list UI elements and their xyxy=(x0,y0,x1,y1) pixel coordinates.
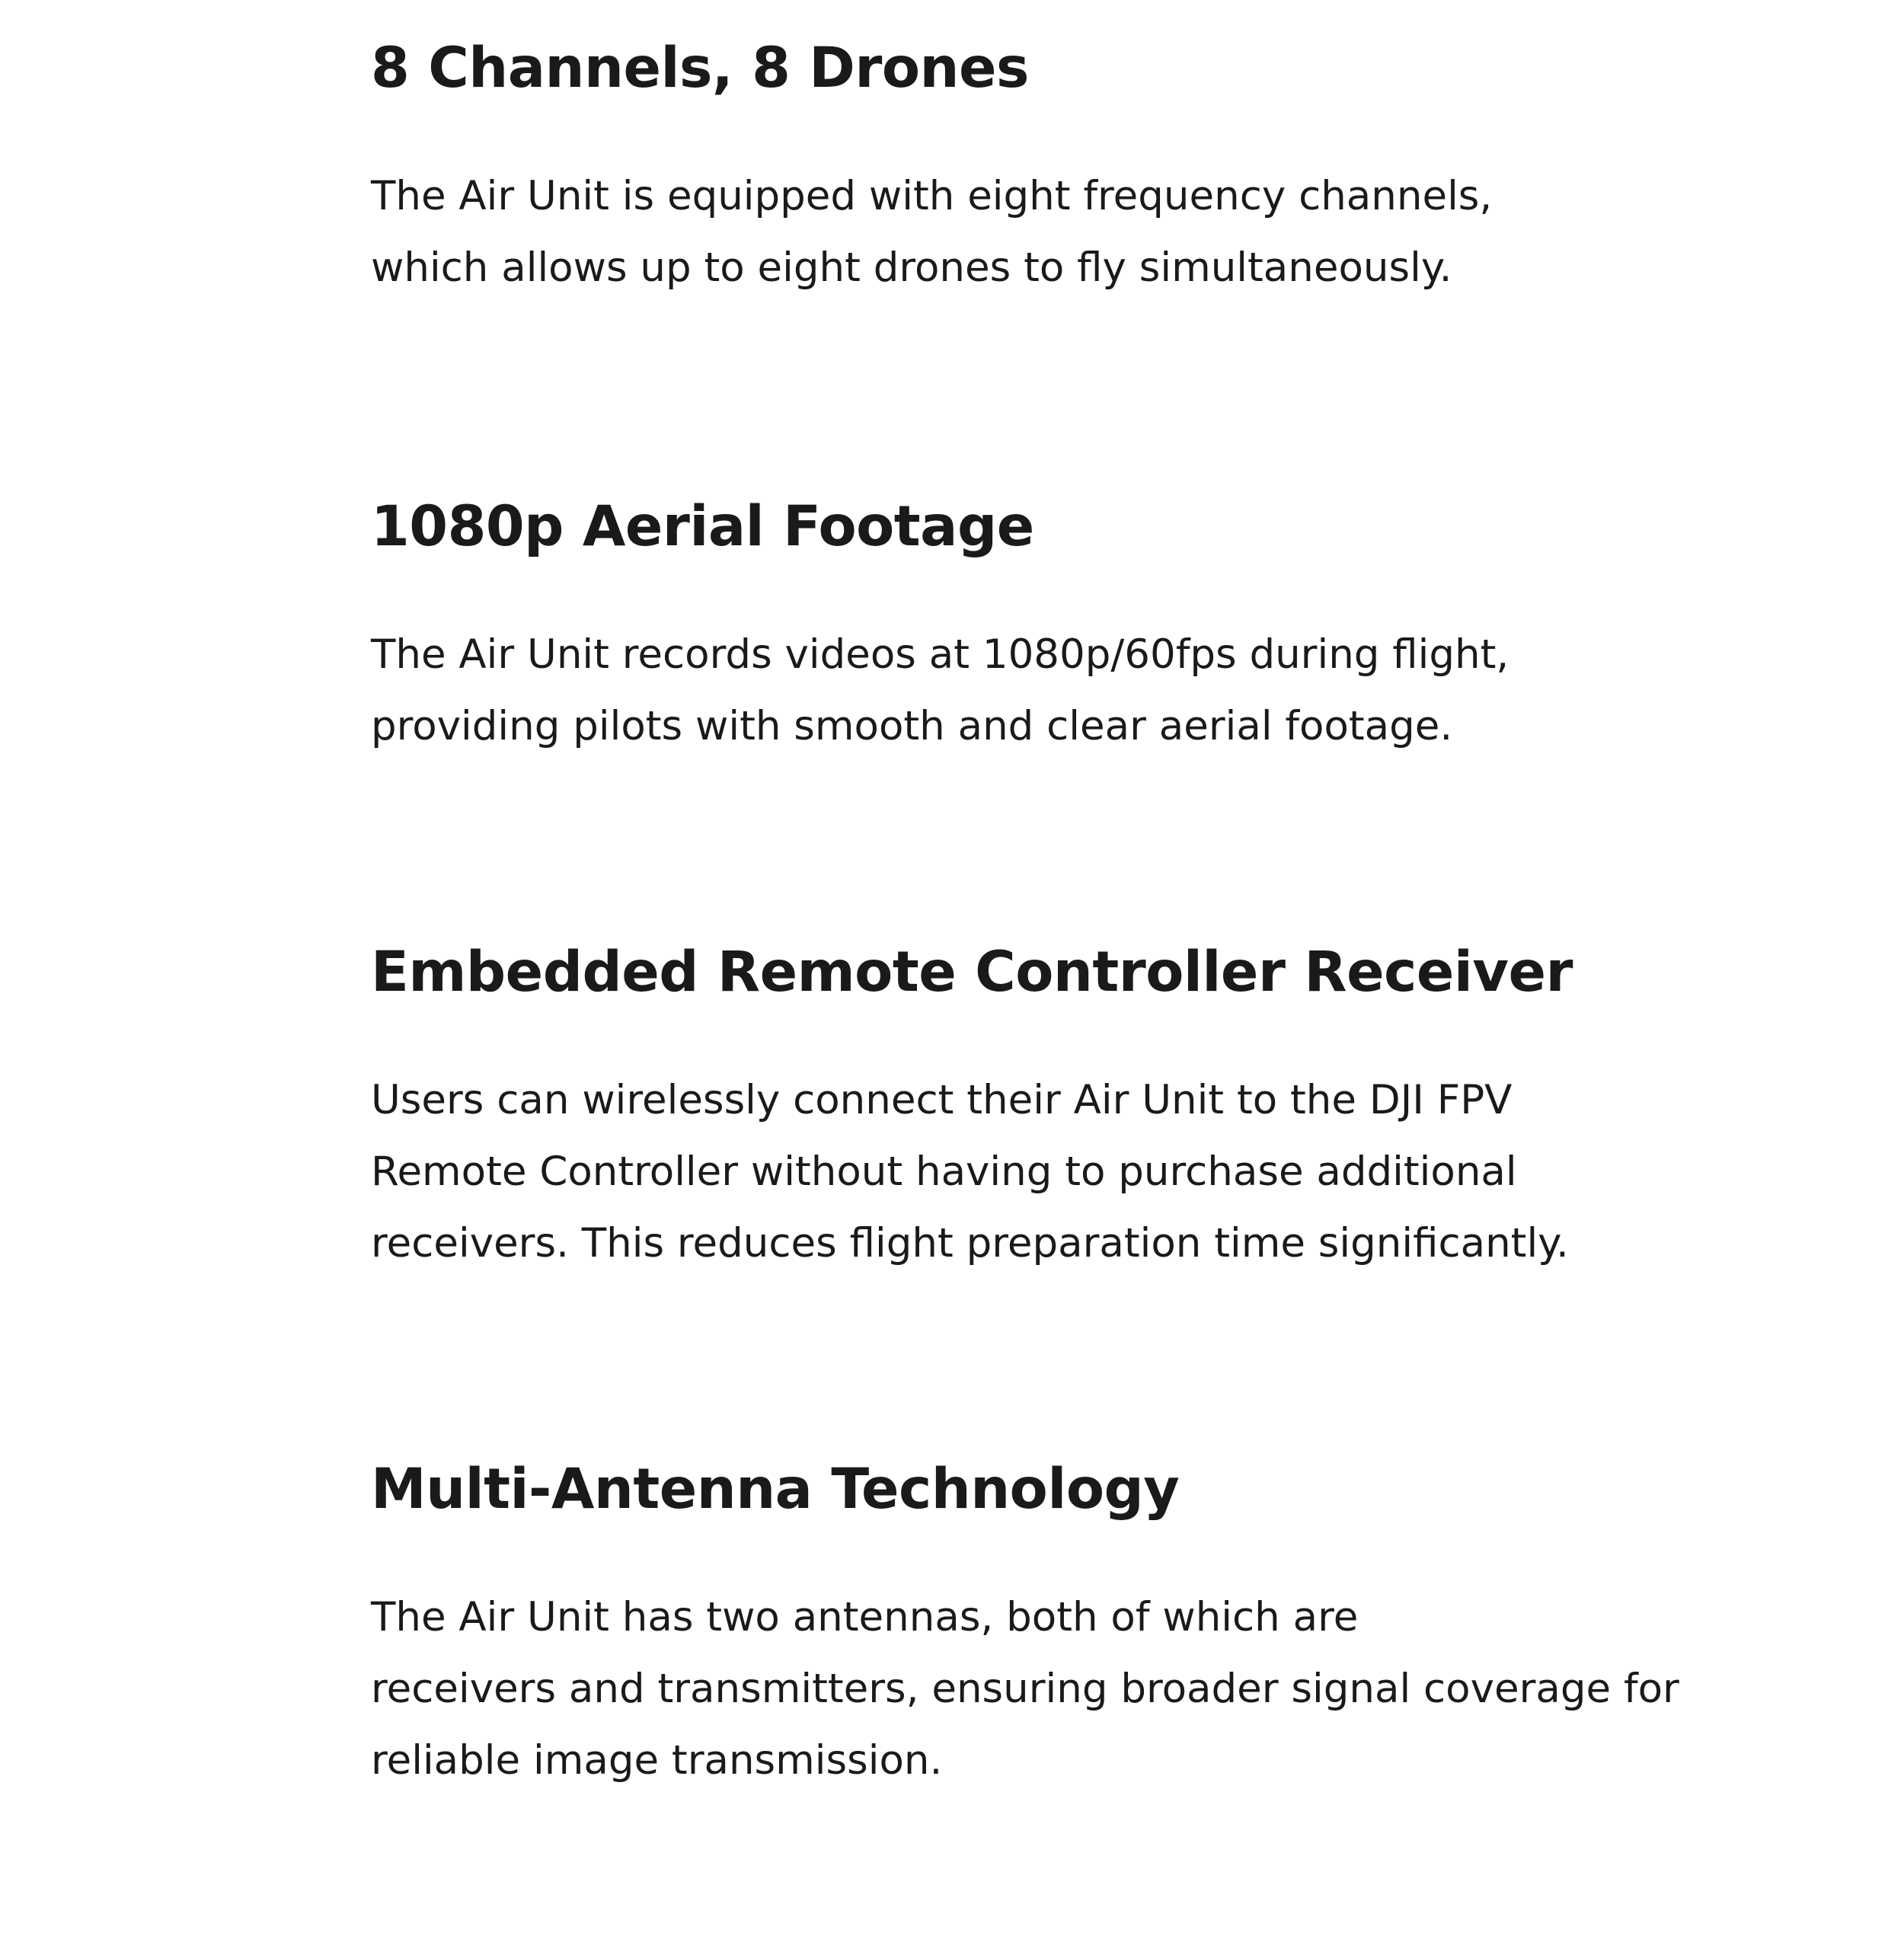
description-line: Users can wirelessly connect their Air Unit to the DJI FPV xyxy=(371,1077,1513,1123)
description-line: The Air Unit records videos at 1080p/60fps during flight, xyxy=(371,631,1509,678)
feature-section-channels xyxy=(371,35,1742,291)
feature-section-antenna xyxy=(371,1456,1742,1784)
section-description xyxy=(371,161,1492,304)
description-line: The Air Unit has two antennas, both of which are xyxy=(371,1594,1359,1640)
feature-section-receiver xyxy=(371,939,1742,1267)
description-line: providing pilots with smooth and clear aerial footage. xyxy=(371,703,1453,749)
description-line: receivers. This reduces flight preparation time significantly. xyxy=(371,1220,1569,1267)
description-line: The Air Unit is equipped with eight frequency channels, xyxy=(371,173,1493,219)
section-heading: Multi-Antenna Technology xyxy=(371,1457,1180,1522)
section-heading: 1080p Aerial Footage xyxy=(371,494,1034,559)
description-line: which allows up to eight drones to fly simultaneously. xyxy=(371,244,1452,291)
section-heading: Embedded Remote Controller Receiver xyxy=(371,940,1573,1005)
section-description xyxy=(371,1582,1679,1797)
section-heading: 8 Channels, 8 Drones xyxy=(371,36,1029,101)
description-line: Remote Controller without having to purchase additional xyxy=(371,1148,1517,1195)
section-description xyxy=(371,1065,1569,1279)
feature-section-footage xyxy=(371,494,1742,749)
section-description xyxy=(371,619,1509,762)
description-line: receivers and transmitters, ensuring broader signal coverage for xyxy=(371,1666,1679,1712)
description-line: reliable image transmission. xyxy=(371,1737,943,1784)
